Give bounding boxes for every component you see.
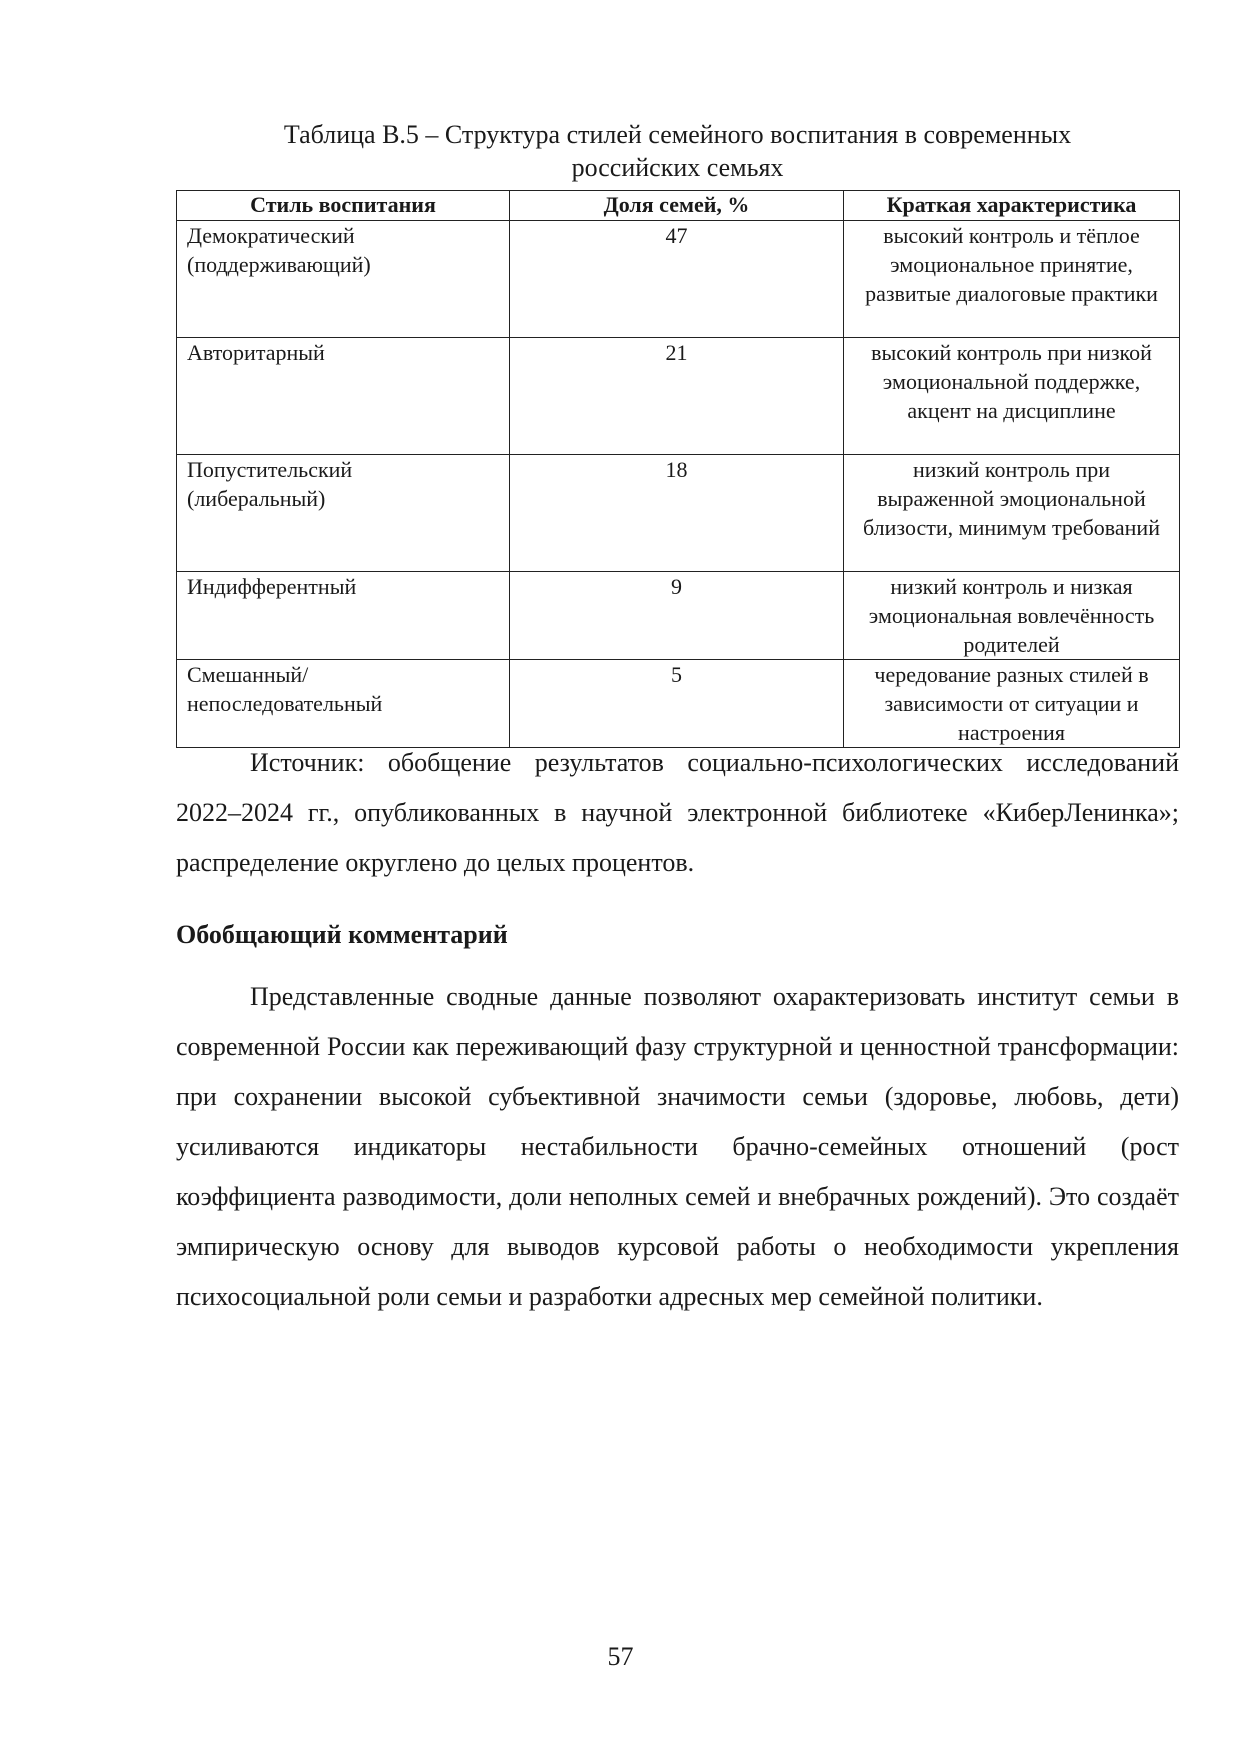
share-cell: 47 — [510, 221, 844, 338]
table-source-note: Источник: обобщение результатов социально-психологических исследований 2022–2024 гг., опубликованных в научной электронной библиотеке «КиберЛенинка»; распределение округлено до целых процентов. — [176, 748, 1179, 877]
table-row — [177, 455, 1180, 572]
style-name: Авторитарный — [187, 340, 325, 365]
table-row — [177, 660, 1180, 748]
style-name-qualifier: (поддерживающий) — [187, 252, 371, 277]
style-name: Демократический — [187, 223, 355, 248]
share-cell: 21 — [510, 338, 844, 455]
style-cell — [177, 221, 510, 338]
page-number: 57 — [607, 1642, 634, 1671]
parenting-styles-table — [176, 190, 1180, 748]
style-cell — [177, 572, 510, 660]
column-header-style: Стиль воспитания — [177, 191, 510, 221]
description-cell: высокий контроль и тёплое эмоциональное принятие, развитые диалоговые практики — [844, 221, 1180, 338]
description-cell: низкий контроль и низкая эмоциональная вовлечённость родителей — [844, 572, 1180, 660]
style-name: Попустительский — [187, 457, 353, 482]
style-name-qualifier: непоследовательный — [187, 691, 383, 716]
style-name: Индифферентный — [187, 574, 357, 599]
description-cell: чередование разных стилей в зависимости от ситуации и настроения — [844, 660, 1180, 748]
table-row — [177, 338, 1180, 455]
column-header-description: Краткая характеристика — [844, 191, 1180, 221]
table-caption-line-1: Таблица В.5 – Структура стилей семейного воспитания в современных — [283, 120, 1072, 149]
table-header-row — [177, 191, 1180, 221]
summary-paragraph: Представленные сводные данные позволяют охарактеризовать институт семьи в современной России как переживающий фазу структурной и ценностной трансформации: при сохранении высокой субъективной значимости семьи (здоровье, любовь, дети) усиливаются индикаторы нестабильности брачно-семейных отношений (рост коэффициента разводимости, доли неполных семей и внебрачных рождений). Это создаёт эмпирическую основу для выводов курсовой работы о необходимости укрепления психосоциальной роли семьи и разработки адресных мер семейной политики. — [176, 982, 1179, 1311]
section-heading: Обобщающий комментарий — [176, 920, 508, 949]
column-header-share: Доля семей, % — [510, 191, 844, 221]
description-cell: высокий контроль при низкой эмоциональной поддержке, акцент на дисциплине — [844, 338, 1180, 455]
table-caption-line-2: российских семьях — [571, 153, 784, 182]
table-caption — [176, 118, 1179, 184]
description-cell: низкий контроль при выраженной эмоциональной близости, минимум требований — [844, 455, 1180, 572]
style-name-qualifier: (либеральный) — [187, 486, 326, 511]
table-row — [177, 221, 1180, 338]
share-cell: 5 — [510, 660, 844, 748]
style-cell — [177, 660, 510, 748]
table-row — [177, 572, 1180, 660]
style-cell — [177, 455, 510, 572]
share-cell: 9 — [510, 572, 844, 660]
share-cell: 18 — [510, 455, 844, 572]
style-cell — [177, 338, 510, 455]
style-name: Смешанный/ — [187, 662, 309, 687]
